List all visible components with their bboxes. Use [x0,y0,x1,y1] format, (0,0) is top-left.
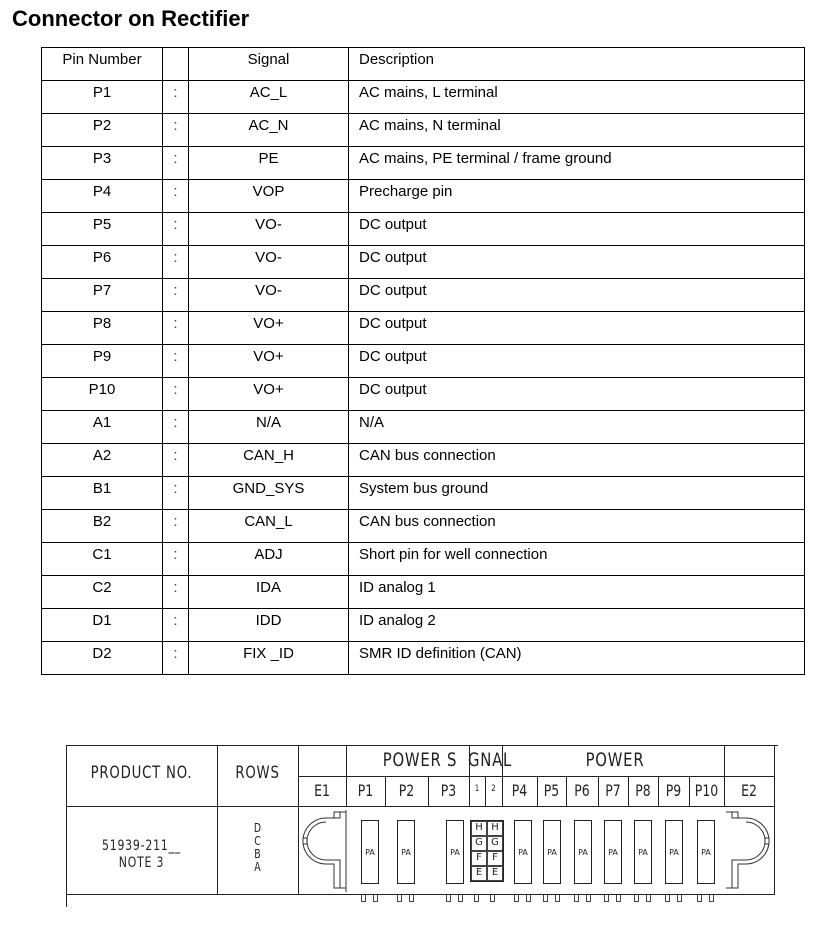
signal-cell: CAN_H [189,444,349,477]
pin-number-cell: P7 [42,279,163,312]
pin-number-cell: B2 [42,510,163,543]
pin-leg [616,895,621,902]
table-row [42,444,805,477]
signal-cell: IDD [189,609,349,642]
table-row [42,477,805,510]
pin-number-cell: P6 [42,246,163,279]
column-label-p7: P7 [605,781,621,800]
description-cell: ID analog 1 [349,576,805,609]
signal-cell: VO+ [189,345,349,378]
pin-leg [574,895,579,902]
col-right-end [774,745,775,895]
column-label-p2: P2 [398,781,415,800]
row-letter-b: B [254,847,261,861]
separator-cell: : [163,81,189,114]
separator-cell: : [163,180,189,213]
pin-leg [514,895,519,902]
pin-assignment-table [41,47,805,675]
table-row [42,345,805,378]
pin-leg [526,895,531,902]
description-cell: DC output [349,279,805,312]
signal-contact-cell: G [471,836,487,851]
description-cell: AC mains, L terminal [349,81,805,114]
description-cell: CAN bus connection [349,444,805,477]
pin-number-cell: P5 [42,213,163,246]
table-header-row [42,48,805,81]
pin-number-cell: B1 [42,477,163,510]
column-label-p3: P3 [440,781,457,800]
pin-number-cell: P4 [42,180,163,213]
signal-contact-cell: F [471,851,487,866]
separator-cell: : [163,642,189,675]
pin-leg [646,895,651,902]
row-letter-a: A [254,860,261,874]
pin-leg [446,895,451,902]
header-signal: Signal [189,48,349,81]
description-cell: N/A [349,411,805,444]
table-row [42,543,805,576]
header-description: Description [349,48,805,81]
row-letter-d: D [253,821,262,835]
pin-leg [474,895,479,902]
table-row [42,576,805,609]
col-div [502,776,503,806]
signal-cell: VO- [189,213,349,246]
product-no-label: PRODUCT NO. [90,763,193,783]
pin-leg [409,895,414,902]
rows-label: ROWS [235,763,280,783]
col-div [537,776,538,806]
description-cell: AC mains, N terminal [349,114,805,147]
signal-cell: VO+ [189,378,349,411]
description-cell: DC output [349,378,805,411]
col-div [428,776,429,806]
separator-cell: : [163,543,189,576]
column-label-e1: E1 [314,781,330,800]
separator-cell: : [163,279,189,312]
description-cell: DC output [349,312,805,345]
group-power-left-label: POWER S [382,749,458,771]
pin-leg [604,895,609,902]
separator-cell: : [163,576,189,609]
signal-cell: AC_N [189,114,349,147]
pin-number-cell: P8 [42,312,163,345]
pin-number-cell: D1 [42,609,163,642]
signal-cell: PE [189,147,349,180]
table-row [42,213,805,246]
note-label: NOTE 3 [118,855,165,871]
col-div [628,776,629,806]
pin-leg [543,895,548,902]
header-separator [163,48,189,81]
product-no-value: 51939-211__ [101,838,182,854]
pin-leg [458,895,463,902]
table-row [42,114,805,147]
description-cell: DC output [349,213,805,246]
description-cell: System bus ground [349,477,805,510]
pin-leg [490,895,495,902]
column-label-p6: P6 [574,781,590,800]
signal-contact-cell: F [487,851,503,866]
pin-number-cell: C1 [42,543,163,576]
pin-leg [709,895,714,902]
power-contact: PA [446,820,464,884]
column-label-p10: P10 [694,781,719,800]
col-div [485,776,486,806]
latch-left-icon [300,808,348,894]
table-row [42,642,805,675]
separator-cell: : [163,147,189,180]
pin-leg [555,895,560,902]
description-cell: AC mains, PE terminal / frame ground [349,147,805,180]
power-contact: PA [397,820,415,884]
signal-contact-cell: G [487,836,503,851]
column-label-p5: P5 [543,781,560,800]
table-row [42,81,805,114]
separator-cell: : [163,477,189,510]
power-contact: PA [697,820,715,884]
col-div [658,776,659,806]
col-product-end [217,745,218,895]
pin-number-cell: P3 [42,147,163,180]
col-e1-end [346,745,347,806]
description-cell: DC output [349,246,805,279]
separator-cell: : [163,378,189,411]
description-cell: Short pin for well connection [349,543,805,576]
signal-contact-cell: E [487,866,503,881]
separator-cell: : [163,345,189,378]
col-e2-start [724,745,725,806]
signal-contact-cell: H [487,821,503,836]
separator-cell: : [163,213,189,246]
pin-leg [397,895,402,902]
signal-cell: IDA [189,576,349,609]
col-div [566,776,567,806]
table-row [42,411,805,444]
table-row [42,378,805,411]
signal-contact-grid [470,820,504,882]
signal-cell: VOP [189,180,349,213]
pin-number-cell: P10 [42,378,163,411]
description-cell: CAN bus connection [349,510,805,543]
signal-cell: ADJ [189,543,349,576]
signal-contact-cell: E [471,866,487,881]
column-label-e2: E2 [741,781,757,800]
separator-cell: : [163,312,189,345]
signal-cell: AC_L [189,81,349,114]
table-row [42,609,805,642]
signal-cell: VO- [189,279,349,312]
description-cell: DC output [349,345,805,378]
power-contact: PA [361,820,379,884]
column-label-1: 1 [474,784,480,794]
pin-leg [677,895,682,902]
power-contact: PA [634,820,652,884]
col-div [598,776,599,806]
pin-number-cell: A2 [42,444,163,477]
frame-left [66,745,67,907]
pin-number-cell: P1 [42,81,163,114]
group-signal-label: GNAL [467,749,513,771]
signal-cell: GND_SYS [189,477,349,510]
signal-cell: N/A [189,411,349,444]
table-row [42,510,805,543]
separator-cell: : [163,246,189,279]
pin-number-cell: D2 [42,642,163,675]
column-label-p1: P1 [357,781,374,800]
separator-cell: : [163,114,189,147]
power-contact: PA [604,820,622,884]
table-row [42,147,805,180]
pin-leg [634,895,639,902]
pin-leg [665,895,670,902]
col-div [385,776,386,806]
pin-number-cell: P9 [42,345,163,378]
separator-cell: : [163,510,189,543]
signal-contact-cell: H [471,821,487,836]
power-contact: PA [543,820,561,884]
signal-cell: FIX _ID [189,642,349,675]
group-power-right-label: POWER [585,749,645,771]
separator-cell: : [163,609,189,642]
row-letter-c: C [254,834,261,848]
power-contact: PA [574,820,592,884]
pin-leg [373,895,378,902]
description-cell: SMR ID definition (CAN) [349,642,805,675]
latch-right-icon [724,808,772,894]
power-contact: PA [514,820,532,884]
separator-cell: : [163,444,189,477]
signal-cell: VO+ [189,312,349,345]
pin-leg [586,895,591,902]
power-contact: PA [665,820,683,884]
pin-number-cell: P2 [42,114,163,147]
table-row [42,279,805,312]
description-cell: Precharge pin [349,180,805,213]
signal-cell: CAN_L [189,510,349,543]
column-label-p8: P8 [635,781,651,800]
table-row [42,180,805,213]
header-divider [66,806,775,807]
pin-number-cell: A1 [42,411,163,444]
page-title: Connector on Rectifier [12,6,250,31]
table-row [42,246,805,279]
pin-number-cell: C2 [42,576,163,609]
column-label-p9: P9 [665,781,682,800]
frame-top [66,745,778,746]
col-div [689,776,690,806]
column-label-p4: P4 [511,781,528,800]
header-pin-number: Pin Number [42,48,163,81]
column-label-2: 2 [491,784,496,794]
signal-cell: VO- [189,246,349,279]
description-cell: ID analog 2 [349,609,805,642]
pin-leg [697,895,702,902]
table-row [42,312,805,345]
separator-cell: : [163,411,189,444]
pin-leg [361,895,366,902]
col-rows-end [298,745,299,895]
